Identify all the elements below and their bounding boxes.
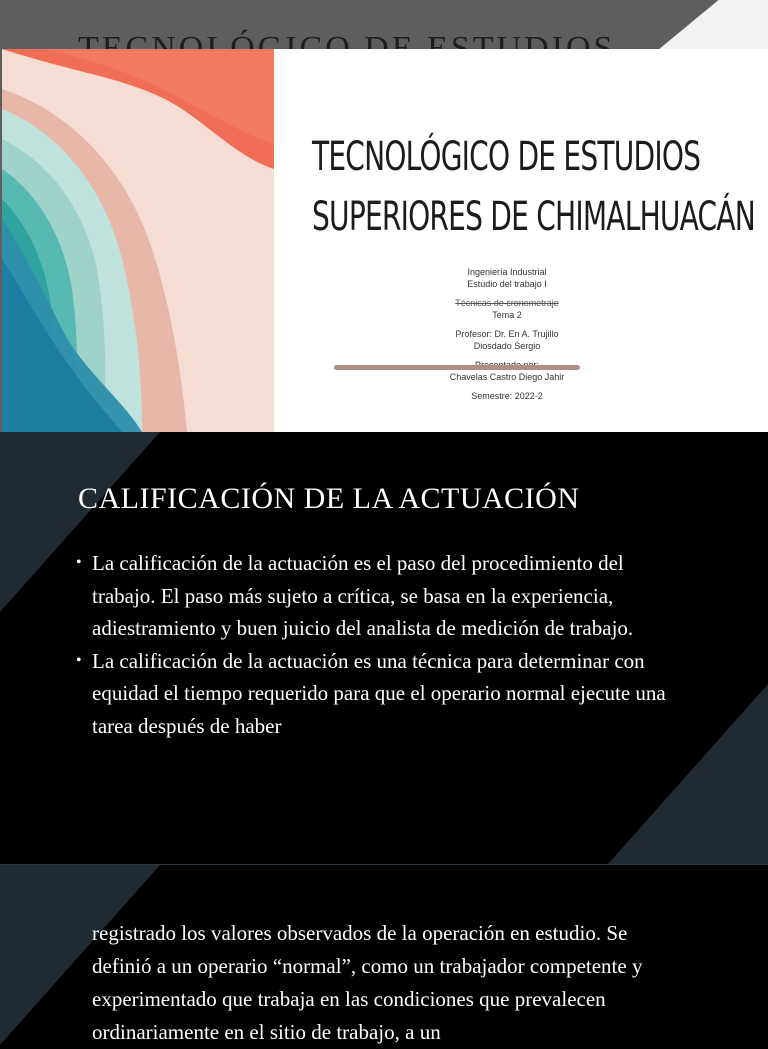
abstract-waves-art [2, 49, 274, 432]
subject-text: Estudio del trabajo I [467, 278, 547, 289]
title-slide [0, 0, 768, 432]
slide-heading: CALIFICACIÓN DE LA ACTUACIÓN [78, 482, 580, 515]
content-slide [0, 432, 768, 864]
bullet-item: • La calificación de la actuación es una técnica para determinar con equidad el tiempo requerido para que el operario normal ejecute una tarea después de haber [76, 645, 676, 743]
bullet-item: • La calificación de la actuación es el paso del procedimiento del trabajo. El paso más sujeto a crítica, se basa en la experiencia, adiestramiento y buen juicio del analista de medición de trabajo. [76, 547, 676, 645]
background-slide-title [78, 30, 615, 50]
bullet-list [76, 547, 676, 742]
cover-title-line-2: SUPERIORES DE CHIMALHUACÁN [312, 194, 756, 240]
topic-text: Técnicas de cronometraje [455, 298, 559, 308]
semester-text: Semestre: 2022-2 [471, 391, 543, 401]
continuation-slide [0, 865, 768, 1044]
cover-title [312, 127, 756, 247]
decorative-underline [334, 365, 580, 370]
unit-text: Tema 2 [492, 309, 522, 320]
continuation-text: registrado los valores observados de la operación en estudio. Se definió a un operario “normal”, como un trabajador competente y experimentado que trabaja en las condiciones que prevalecen ordinariamente en el sitio de trabajo, a un [92, 921, 643, 1044]
cover-title-line-1: TECNOLÓGICO DE ESTUDIOS [312, 134, 701, 180]
cover-details [407, 267, 607, 403]
professor-text-line-1: Profesor: Dr. En A. Trujillo [455, 329, 559, 339]
decorative-triangle [658, 0, 768, 50]
professor-text-line-2: Diosdado Sergio [473, 340, 541, 351]
career-text: Ingeniería Industrial [467, 267, 547, 277]
cover-image [2, 49, 768, 432]
student-name: Chavelas Castro Diego Jahir [449, 371, 565, 382]
